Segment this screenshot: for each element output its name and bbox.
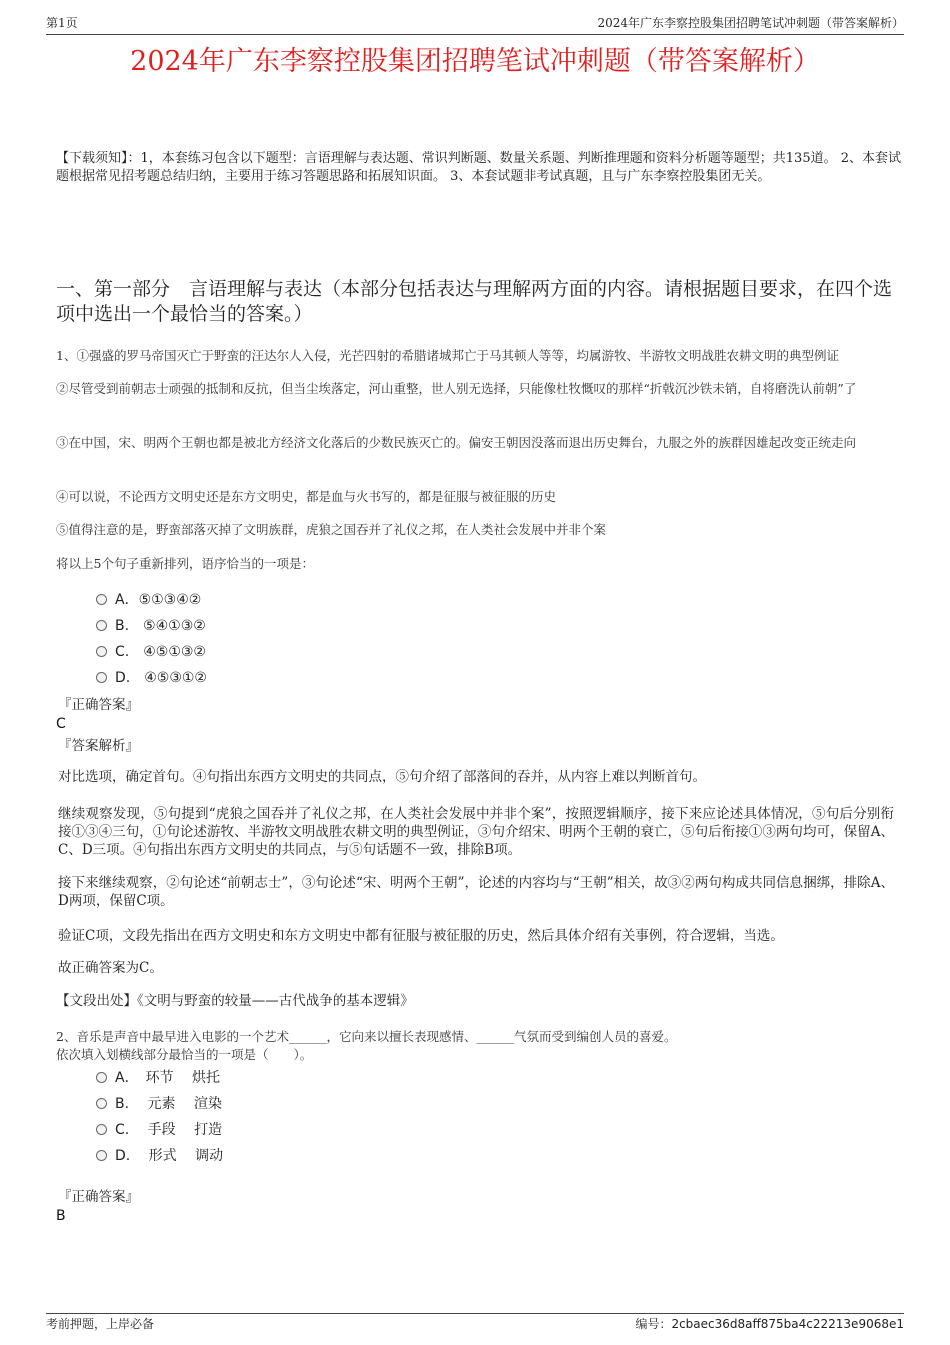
q1-sentence-5: ⑤值得注意的是，野蛮部落灭掉了文明族群，虎狼之国吞并了礼仪之邦，在人类社会发展中并非个案 xyxy=(56,522,607,537)
q2-prompt: 依次填入划横线部分最恰当的一项是（ ）。 xyxy=(56,1047,313,1062)
q1-prompt: 将以上5个句子重新排列，语序恰当的一项是： xyxy=(56,556,314,571)
radio-icon[interactable] xyxy=(96,1072,107,1083)
q1-sentence-2: ②尽管受到前朝志士顽强的抵制和反抗，但当尘埃落定，河山重整，世人别无选择，只能像杜牧慨叹的那样“折戟沉沙铁未销，自将磨洗认前朝”了 xyxy=(56,381,857,396)
document-title: 2024年广东李察控股集团招聘笔试冲刺题（带答案解析） xyxy=(130,46,820,77)
q2-option-b[interactable]: B. 元素 渲染 xyxy=(96,1094,222,1114)
footer-code-value: 2cbaec36d8aff875ba4c22213e9068e1 xyxy=(671,1317,904,1331)
footer-code-label: 编号： xyxy=(635,1317,672,1331)
q2-option-c[interactable]: C. 手段 打造 xyxy=(96,1120,222,1140)
q1-option-c[interactable]: C. ④⑤①③② xyxy=(96,642,206,662)
radio-icon[interactable] xyxy=(96,1150,107,1161)
section-heading: 一、第一部分 言语理解与表达（本部分包括表达与理解两方面的内容。请根据题目要求，在四个选项中选出一个最恰当的答案。） xyxy=(56,278,893,325)
footer-slogan: 考前押题，上岸必备 xyxy=(46,1317,155,1331)
radio-icon[interactable] xyxy=(96,594,107,605)
q2-answer-label: 『正确答案』 xyxy=(58,1189,139,1205)
q1-answer-label: 『正确答案』 xyxy=(58,697,139,713)
q1-analysis-para-5: 故正确答案为C。 xyxy=(58,960,163,976)
q1-sentence-4: ④可以说，不论西方文明史还是东方文明史，都是血与火书写的，都是征服与被征服的历史 xyxy=(56,489,557,504)
radio-icon[interactable] xyxy=(96,646,107,657)
q1-option-a[interactable]: A．⑤①③④② xyxy=(96,590,201,610)
q1-option-b[interactable]: B. ⑤④①③② xyxy=(96,616,206,636)
page-header xyxy=(46,14,904,35)
q2-question: 2、音乐是声音中最早进入电影的一个艺术______，它向来以擅长表现感情、______气氛而受到编创人员的喜爱。 xyxy=(56,1029,677,1044)
radio-icon[interactable] xyxy=(96,1098,107,1109)
q1-analysis-para-4: 验证C项，文段先指出在西方文明史和东方文明史中都有征服与被征服的历史，然后具体介绍有关事例，符合逻辑，当选。 xyxy=(58,928,784,944)
page-number: 第1页 xyxy=(46,16,78,30)
page-footer xyxy=(46,1313,904,1332)
radio-icon[interactable] xyxy=(96,620,107,631)
radio-icon[interactable] xyxy=(96,1124,107,1135)
q1-analysis-para-1: 对比选项，确定首句。④句指出东西方文明史的共同点，⑤句介绍了部落间的吞并，从内容上难以判断首句。 xyxy=(58,769,706,785)
footer-code xyxy=(635,1316,904,1332)
q1-answer: C xyxy=(56,716,66,732)
radio-icon[interactable] xyxy=(96,672,107,683)
q1-analysis-para-3: 接下来继续观察，②句论述“前朝志士”，③句论述“宋、明两个王朝”，论述的内容均与“王朝”相关，故③②两句构成共同信息捆绑，排除A、D两项，保留C项。 xyxy=(58,875,894,909)
q2-option-a[interactable]: A． 环节 烘托 xyxy=(96,1068,220,1088)
q1-source: 【文段出处】《文明与野蛮的较量——古代战争的基本逻辑》 xyxy=(56,993,414,1009)
q1-analysis-label: 『答案解析』 xyxy=(58,738,139,754)
q1-sentence-1: 1、①强盛的罗马帝国灭亡于野蛮的汪达尔人入侵，光芒四射的希腊诸城邦亡于马其顿人等等，均属游牧、半游牧文明战胜农耕文明的典型例证 xyxy=(56,348,839,363)
q2-option-d[interactable]: D. 形式 调动 xyxy=(96,1146,223,1166)
header-doc-title: 2024年广东李察控股集团招聘笔试冲刺题（带答案解析） xyxy=(597,16,904,30)
q1-option-d[interactable]: D. ④⑤③①② xyxy=(96,668,207,688)
download-notice: 【下载须知】：1，本套练习包含以下题型：言语理解与表达题、常识判断题、数量关系题、判断推理题和资料分析题等题型；共135道。 2、本套试题根据常见招考题总结归纳，主要用于练习答题思路和拓展知识面。 3、本套试题非考试真题，且与广东李察控股集团无关。 xyxy=(56,151,901,184)
q1-analysis-para-2: 继续观察发现，⑤句提到“虎狼之国吞并了礼仪之邦，在人类社会发展中并非个案”，按照逻辑顺序，接下来应论述具体情况，⑤句后分别衔接①③④三句，①句论述游牧、半游牧文明战胜农耕文明的典型例证，③句介绍宋、明两个王朝的衰亡，⑤句后衔接①③两句均可，保留A、C、D三项。④句指出东西方文明史的共同点，与⑤句话题不一致，排除B项。 xyxy=(58,806,894,858)
q2-answer: B xyxy=(56,1208,66,1224)
q1-sentence-3: ③在中国，宋、明两个王朝也都是被北方经济文化落后的少数民族灭亡的。偏安王朝因没落而退出历史舞台，九服之外的族群因雄起改变正统走向 xyxy=(56,435,857,450)
